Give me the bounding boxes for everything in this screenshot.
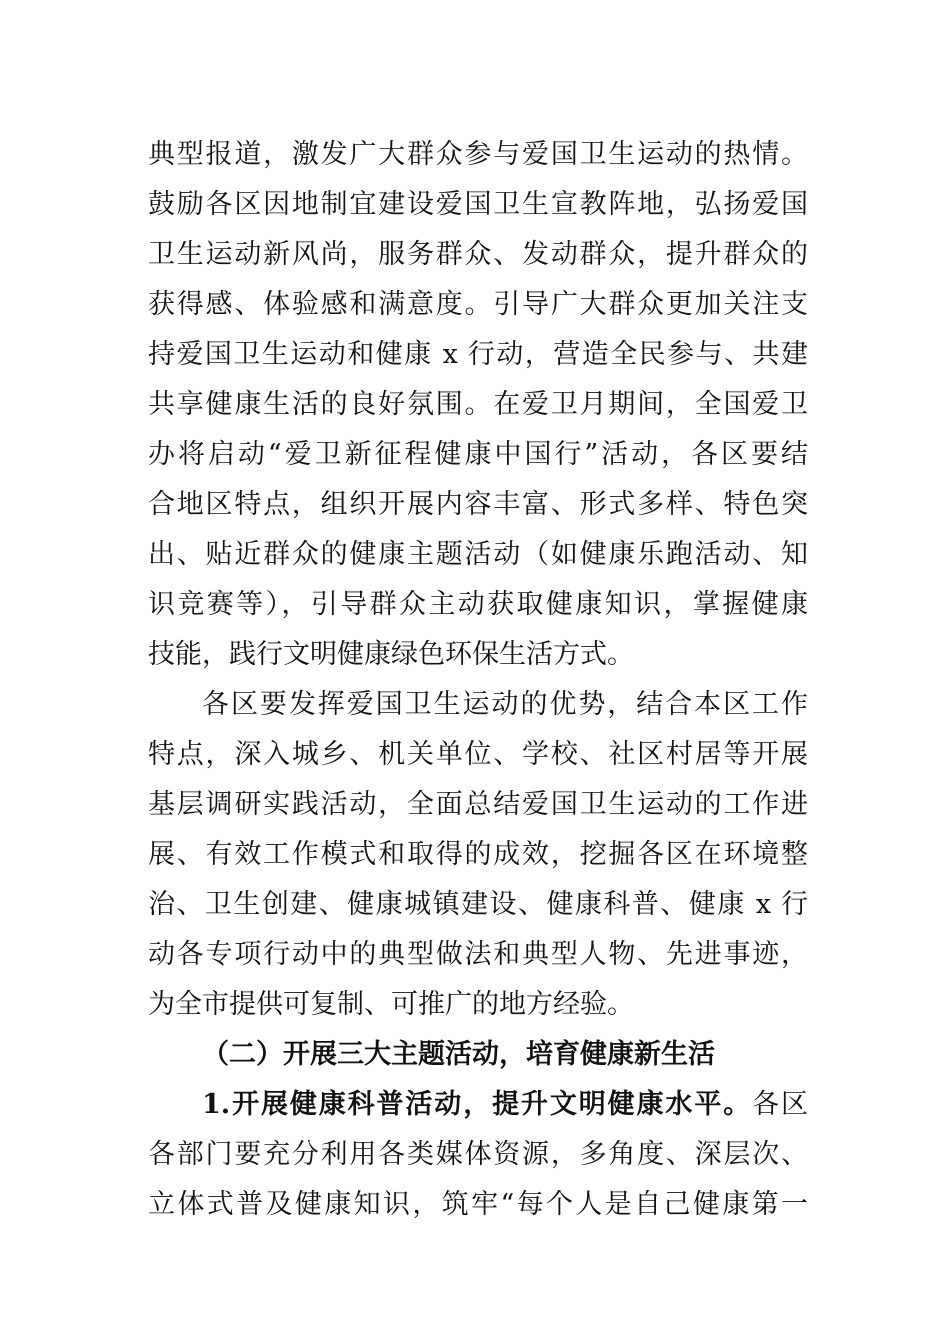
paragraph-line: 鼓励各区因地制宜建设爱国卫生宣教阵地，弘扬爱国	[148, 189, 808, 220]
paragraph-line: 持爱国卫生运动和健康 x 行动，营造全民参与、共建	[148, 339, 808, 370]
paragraph-line: 共享健康生活的良好氛围。在爱卫月期间，全国爱卫	[148, 389, 808, 420]
lead-continuation: 各区	[752, 1089, 808, 1120]
paragraph-lead-line	[202, 1088, 808, 1122]
section-heading: （二）开展三大主题活动，培育健康新生活	[202, 1039, 715, 1070]
paragraph-line: 获得感、体验感和满意度。引导广大群众更加关注支	[148, 289, 808, 320]
paragraph-line: 基层调研实践活动，全面总结爱国卫生运动的工作进	[148, 789, 808, 820]
paragraph-line: 合地区特点，组织开展内容丰富、形式多样、特色突	[148, 489, 808, 520]
paragraph-line: 动各专项行动中的典型做法和典型人物、先进事迹，	[148, 939, 808, 970]
paragraph-line: 各区要发挥爱国卫生运动的优势，结合本区工作	[202, 689, 808, 720]
paragraph-line: 卫生运动新风尚，服务群众、发动群众，提升群众的	[148, 239, 808, 270]
paragraph-line: 典型报道，激发广大群众参与爱国卫生运动的热情。	[148, 139, 808, 170]
paragraph-line: 识竞赛等），引导群众主动获取健康知识，掌握健康	[148, 589, 808, 620]
paragraph-line: 出、贴近群众的健康主题活动（如健康乐跑活动、知	[148, 539, 808, 570]
paragraph-line: 办将启动“爱卫新征程健康中国行”活动，各区要结	[148, 439, 808, 470]
subsection-lead: 1.开展健康科普活动，提升文明健康水平。	[202, 1089, 753, 1120]
paragraph-line: 为全市提供可复制、可推广的地方经验。	[148, 989, 634, 1020]
paragraph-line: 立体式普及健康知识，筑牢“每个人是自己健康第一	[148, 1189, 808, 1220]
paragraph-line: 技能，践行文明健康绿色环保生活方式。	[148, 639, 634, 670]
paragraph-line: 治、卫生创建、健康城镇建设、健康科普、健康 x 行	[148, 889, 808, 920]
paragraph-line: 展、有效工作模式和取得的成效，挖掘各区在环境整	[148, 839, 808, 870]
paragraph-line: 特点，深入城乡、机关单位、学校、社区村居等开展	[148, 739, 808, 770]
paragraph-line: 各部门要充分利用各类媒体资源，多角度、深层次、	[148, 1139, 808, 1170]
